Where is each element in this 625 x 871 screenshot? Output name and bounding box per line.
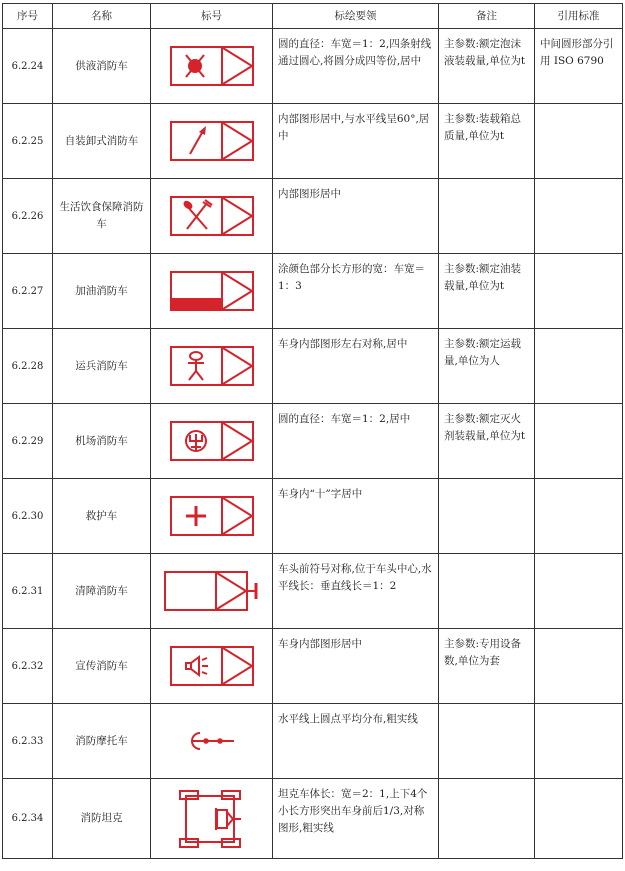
row-number: 6.2.33 [3,704,53,779]
row-symbol [151,179,273,254]
header-name: 名称 [53,4,151,29]
row-name: 消防坦克 [53,779,151,859]
self-loading-truck-icon [170,121,254,161]
table-row [3,104,623,179]
row-name: 宣传消防车 [53,629,151,704]
row-number: 6.2.25 [3,104,53,179]
header-no: 序号 [3,4,53,29]
table-row [3,404,623,479]
row-note: 主参数:专用设备数,单位为套 [439,629,535,704]
row-note: 主参数:装载箱总质量,单位为t [439,104,535,179]
foam-supply-truck-icon [170,46,254,86]
row-symbol [151,554,273,629]
header-reference: 引用标准 [535,4,623,29]
fuel-truck-icon [170,271,254,311]
row-name: 加油消防车 [53,254,151,329]
fire-motorcycle-icon [182,726,242,756]
row-name: 供液消防车 [53,29,151,104]
row-note: 主参数:额定灭火剂装载量,单位为t [439,404,535,479]
row-number: 6.2.28 [3,329,53,404]
row-number: 6.2.27 [3,254,53,329]
row-reference [535,479,623,554]
airport-truck-icon [170,421,254,461]
table-row [3,179,623,254]
row-symbol [151,629,273,704]
row-reference: 中间圆形部分引用 ISO 6790 [535,29,623,104]
header-symbol: 标号 [151,4,273,29]
row-reference [535,179,623,254]
row-number: 6.2.31 [3,554,53,629]
row-symbol [151,479,273,554]
table-row [3,29,623,104]
table-row [3,704,623,779]
fire-tank-icon [176,789,248,849]
row-name: 消防摩托车 [53,704,151,779]
header-note: 备注 [439,4,535,29]
row-reference [535,404,623,479]
row-note [439,479,535,554]
row-symbol [151,704,273,779]
row-requirement: 内部图形居中,与水平线呈60°,居中 [273,104,439,179]
row-note [439,704,535,779]
row-symbol [151,404,273,479]
row-number: 6.2.30 [3,479,53,554]
row-requirement: 车头前符号对称,位于车头中心,水平线长：垂直线长＝1：2 [273,554,439,629]
row-note [439,554,535,629]
row-requirement: 圆的直径：车宽＝1：2,四条射线通过圆心,将圆分成四等份,居中 [273,29,439,104]
loudspeaker-truck-icon [170,646,254,686]
row-symbol [151,29,273,104]
table-header-row [3,4,623,29]
ambulance-icon [170,496,254,536]
row-requirement: 车身内“十”字居中 [273,479,439,554]
row-number: 6.2.24 [3,29,53,104]
row-symbol [151,254,273,329]
row-name: 机场消防车 [53,404,151,479]
row-requirement: 车身内部图形居中 [273,629,439,704]
row-requirement: 车身内部图形左右对称,居中 [273,329,439,404]
header-requirement: 标绘要领 [273,4,439,29]
row-reference [535,629,623,704]
row-name: 自装卸式消防车 [53,104,151,179]
row-reference [535,554,623,629]
row-symbol [151,104,273,179]
row-reference [535,704,623,779]
row-reference [535,254,623,329]
row-number: 6.2.29 [3,404,53,479]
table-row [3,329,623,404]
wrecker-truck-icon [164,571,260,611]
row-note [439,179,535,254]
catering-truck-icon [170,196,254,236]
row-note: 主参数:额定运载量,单位为人 [439,329,535,404]
row-name: 清障消防车 [53,554,151,629]
row-number: 6.2.32 [3,629,53,704]
table-row [3,254,623,329]
table-row [3,554,623,629]
symbol-table [2,3,623,859]
troop-carrier-icon [170,346,254,386]
row-requirement: 坦克车体长：宽＝2：1,上下4个小长方形突出车身前后1/3,对称图形,粗实线 [273,779,439,859]
row-name: 生活饮食保障消防车 [53,179,151,254]
row-reference [535,329,623,404]
row-requirement: 水平线上圆点平均分布,粗实线 [273,704,439,779]
row-requirement: 圆的直径：车宽＝1：2,居中 [273,404,439,479]
row-note: 主参数:额定泡沫液装载量,单位为t [439,29,535,104]
row-reference [535,104,623,179]
table-row [3,479,623,554]
row-requirement: 涂颜色部分长方形的宽：车宽＝1：3 [273,254,439,329]
row-note [439,779,535,859]
row-reference [535,779,623,859]
row-note: 主参数:额定油装载量,单位为t [439,254,535,329]
row-symbol [151,329,273,404]
table-row [3,629,623,704]
row-number: 6.2.26 [3,179,53,254]
row-name: 救护车 [53,479,151,554]
table-row [3,779,623,859]
row-symbol [151,779,273,859]
row-name: 运兵消防车 [53,329,151,404]
row-number: 6.2.34 [3,779,53,859]
row-requirement: 内部图形居中 [273,179,439,254]
